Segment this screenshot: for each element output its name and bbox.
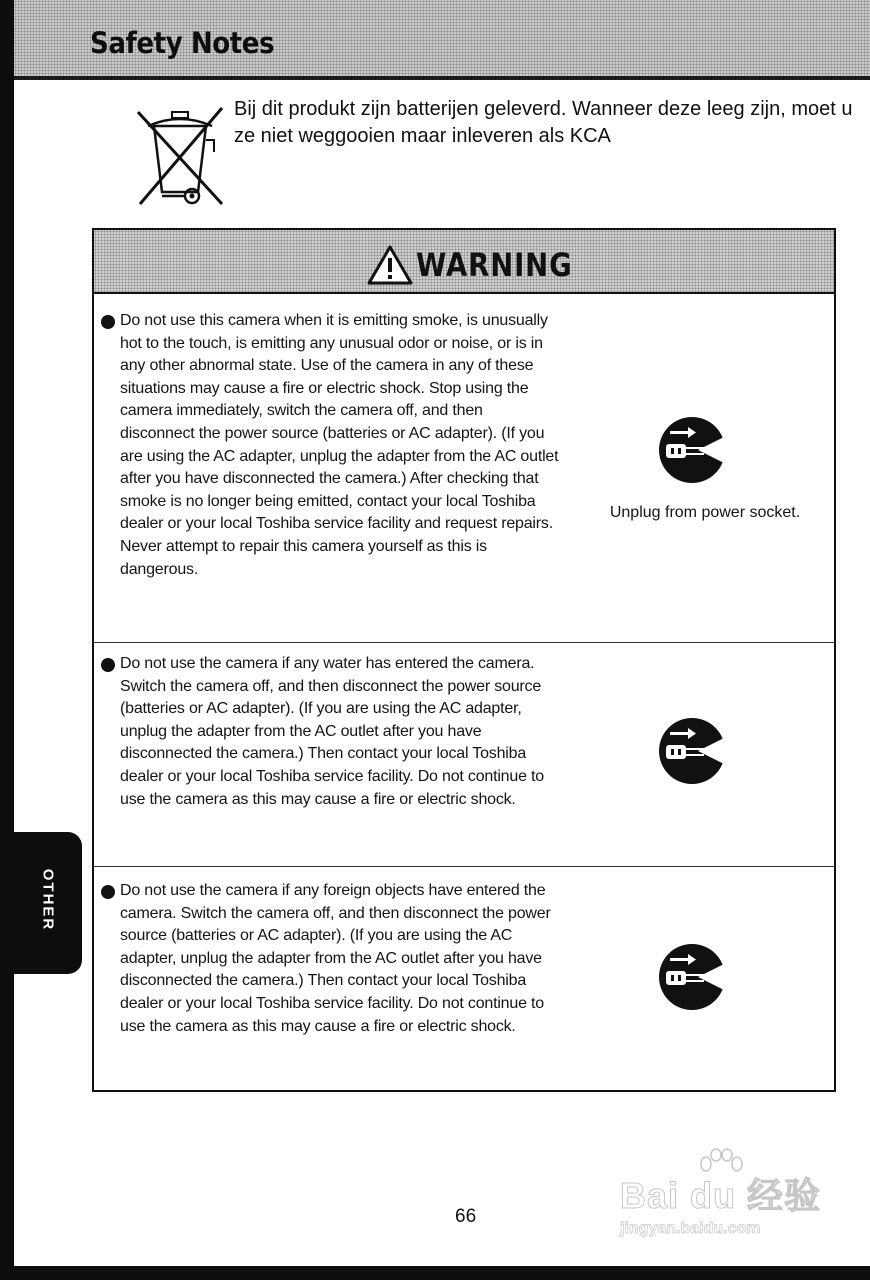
unplug-icon	[658, 717, 726, 785]
warning-section-water	[94, 642, 834, 866]
unplug-caption: Unplug from power socket.	[609, 504, 801, 521]
warning-triangle-icon	[367, 244, 413, 286]
warning-section-smoke	[94, 294, 834, 642]
bullet	[101, 658, 115, 672]
warning-section-foreign-objects	[94, 866, 834, 1090]
bottom-edge-bar	[0, 1266, 870, 1280]
bullet	[101, 315, 115, 329]
baidu-watermark	[612, 1146, 824, 1246]
side-tab-other[interactable]	[14, 832, 82, 974]
warning-text-smoke: Do not use this camera when it is emitting smoke, is unusually hot to the touch, is emitting any unusual odor or noise, or is in any other abnormal state. Use of the camera in any of these situations may cause a fire or electric shock. Stop using the camera immediately, switch the camera off, and then disconnect the power source (batteries or AC adapter). (If you are using the AC adapter, unplug the adapter from the AC outlet after you have disconnected the camera.) After checking that smoke is no longer being emitted, contact your local Toshiba dealer or your local Toshiba service facility and request repairs. Never attempt to repair this camera yourself as this is dangerous.	[120, 310, 560, 581]
left-edge-bar	[0, 0, 14, 1280]
unplug-icon	[658, 416, 726, 484]
page-header	[14, 0, 870, 80]
recycle-notice-text: Bij dit produkt zijn batterijen geleverd. Wanneer deze leeg zijn, moet u ze niet weggooien maar inleveren als KCA	[234, 98, 853, 147]
page-number: 66	[455, 1206, 477, 1227]
warning-box	[92, 228, 836, 1092]
watermark-url: jingyan.baidu.com	[620, 1220, 761, 1237]
watermark-brand: Bai du 经验	[620, 1175, 822, 1216]
bullet	[101, 885, 115, 899]
warning-text-water: Do not use the camera if any water has entered the camera. Switch the camera off, and then disconnect the power source (batteries or AC adapter). (If you are using the AC adapter, unplug the adapter from the AC outlet after you have disconnected the camera.) Then contact your local Toshiba dealer or your local Toshiba service facility. Do not continue to use the camera as this may cause a fire or electric shock.	[120, 653, 560, 811]
side-tab-label: OTHER	[39, 868, 57, 932]
crossed-out-wheelie-bin-icon	[132, 104, 228, 210]
page-title: Safety Notes	[90, 26, 275, 60]
unplug-icon	[658, 943, 726, 1011]
warning-text-foreign-objects: Do not use the camera if any foreign objects have entered the camera. Switch the camera off, and then disconnect the power source (batteries or AC adapter). (If you are using the AC adapter, unplug the adapter from the AC outlet after you have disconnected the camera.) Then contact your local Toshiba dealer or your local Toshiba service facility. Do not continue to use the camera as this may cause a fire or electric shock.	[120, 880, 570, 1038]
warning-title: WARNING	[416, 246, 573, 284]
warning-header	[94, 230, 834, 294]
